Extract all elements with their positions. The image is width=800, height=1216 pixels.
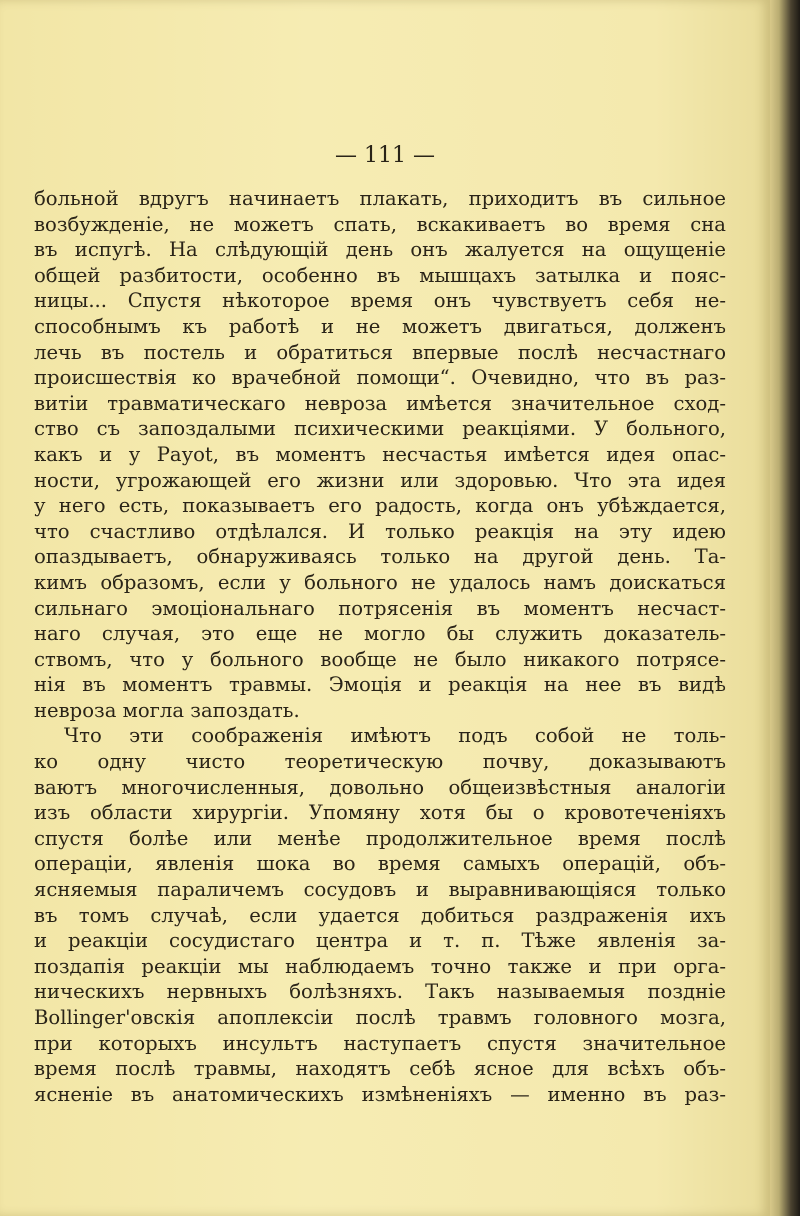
text-line: ясненіе въ анатомическихъ измѣненіяхъ — именно въ раз- — [34, 1082, 726, 1106]
text-line: въ томъ случаѣ, если удается добиться раздраженія ихъ — [34, 903, 726, 927]
text-line: кимъ образомъ, если у больного не удалось намъ доискаться — [34, 570, 726, 594]
text-line: возбужденіе, не можетъ спать, вскакиваетъ во время сна — [34, 212, 726, 236]
text-line: при которыхъ инсультъ наступаетъ спустя значительное — [34, 1031, 726, 1055]
text-line: ясняемыя параличемъ сосудовъ и выравнивающіяся только — [34, 878, 726, 902]
text-line: витіи травматическаго невроза имѣется значительное сход- — [34, 391, 726, 415]
text-line: общей разбитости, особенно въ мышцахъ затылка и пояс- — [34, 263, 726, 287]
book-edge — [770, 0, 800, 1216]
text-line: что счастливо отдѣлался. И только реакція на эту идею — [34, 519, 726, 543]
text-line: поздапія реакціи мы наблюдаемъ точно также и при орга- — [34, 954, 726, 978]
text-line: наго случая, это еще не могло бы служить доказатель- — [34, 622, 726, 646]
text-line: опаздываетъ, обнаруживаясь только на другой день. Та- — [34, 545, 726, 569]
text-line: ности, угрожающей его жизни или здоровью. Что эта идея — [34, 468, 726, 492]
text-line: у него есть, показываетъ его радость, когда онъ убѣждается, — [34, 494, 726, 518]
text-line: спустя болѣе или менѣе продолжительное время послѣ — [34, 826, 726, 850]
text-line: ническихъ нервныхъ болѣзняхъ. Такъ называемыя поздніе — [34, 980, 726, 1004]
body-text — [34, 186, 726, 1107]
text-line: ствомъ, что у больного вообще не было никакого потрясе- — [34, 647, 726, 671]
text-line: изъ области хирургіи. Упомяну хотя бы о кровотеченіяхъ — [34, 801, 726, 825]
text-line: больной вдругъ начинаетъ плакать, приходитъ въ сильное — [34, 187, 726, 210]
page-number: — 111 — — [335, 143, 435, 168]
text-line: операціи, явленія шока во время самыхъ операцій, объ- — [34, 852, 726, 876]
text-line: ваютъ многочисленныя, довольно общеизвѣстныя аналогіи — [34, 775, 726, 799]
text-line: ко одну чисто теоретическую почву, доказываютъ — [34, 750, 726, 774]
text-line: происшествія ко врачебной помощи“. Очевидно, что въ раз- — [34, 366, 726, 390]
text-line: и реакціи сосудистаго центра и т. п. Тѣже явленія за- — [34, 929, 726, 953]
text-line: невроза могла запоздать. — [34, 698, 300, 722]
text-line: ницы... Спустя нѣкоторое время онъ чувствуетъ себя не- — [34, 289, 726, 313]
text-line: Что эти соображенія имѣютъ подъ собой не толь- — [64, 724, 726, 748]
text-line: лечь въ постель и обратиться впервые послѣ несчастнаго — [34, 340, 726, 364]
text-line: Bollinger'овскія апоплексіи послѣ травмъ головного мозга, — [34, 1006, 726, 1029]
text-line: какъ и у Рауоt, въ моментъ несчастья имѣется идея опас- — [34, 442, 726, 466]
text-line: время послѣ травмы, находятъ себѣ ясное для всѣхъ объ- — [34, 1057, 726, 1081]
text-line: способнымъ къ работѣ и не можетъ двигаться, долженъ — [34, 314, 726, 338]
text-line: сильнаго эмоціональнаго потрясенія въ моментъ несчаст- — [34, 596, 726, 620]
text-line: нія въ моментъ травмы. Эмоція и реакція на нее въ видѣ — [34, 673, 726, 697]
text-line: въ испугѣ. На слѣдующій день онъ жалуется на ощущеніе — [34, 238, 726, 262]
text-line: ство съ запоздалыми психическими реакціями. У больного, — [34, 417, 726, 441]
